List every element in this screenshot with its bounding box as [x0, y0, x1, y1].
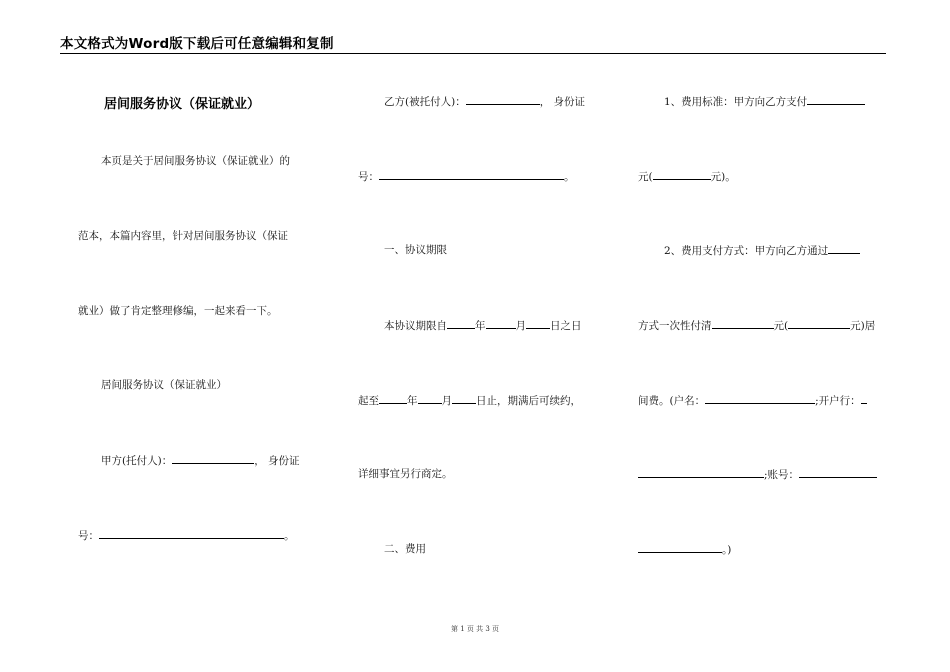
party-a-line [101, 453, 300, 468]
term-end-month-blank [418, 393, 442, 404]
party-b-id-line [358, 169, 575, 184]
fee-account-name-line [638, 393, 867, 408]
account-name-label: 间费。(户名： [638, 395, 706, 407]
fee-payment-line [638, 318, 875, 333]
fee-payment-yuan: 元( [773, 320, 789, 332]
account-name-blank [705, 393, 815, 404]
account-number-blank-cont [638, 542, 722, 553]
party-b-id-prefix: 号： [358, 171, 379, 183]
party-a-name-blank [172, 453, 254, 464]
party-a-id-label: ， 身份证 [254, 455, 300, 467]
fee-standard-line [664, 94, 865, 109]
fee-yuan-end: 元)。 [710, 171, 736, 183]
party-a-label: 甲方(托付人)： [101, 455, 173, 467]
party-b-line [384, 94, 585, 109]
term-day-unit: 日之日 [550, 320, 582, 332]
term-end-text: 日止，期满后可续约， [476, 395, 581, 407]
term-start-label: 本协议期限自 [384, 320, 447, 332]
term-end-day-blank [452, 393, 476, 404]
fee-method-line [664, 243, 860, 258]
term-year-unit: 年 [475, 320, 486, 332]
party-b-name-blank [466, 94, 540, 105]
intro-line-1: 本页是关于居间服务协议（保证就业）的 [101, 155, 290, 167]
fee-payment-label: 方式一次性付清 [638, 320, 712, 332]
term-month-unit: 月 [515, 320, 526, 332]
page-header [60, 34, 886, 54]
term-end-month-unit: 月 [441, 395, 452, 407]
bank-blank-start [861, 393, 867, 404]
term-line-2 [358, 393, 581, 408]
section-1-heading: 一、协议期限 [384, 244, 447, 256]
fee-amount-blank [807, 94, 865, 105]
term-start-year-blank [447, 318, 475, 329]
term-end-year-unit: 年 [407, 395, 418, 407]
party-a-id-end: 。 [284, 530, 295, 542]
fee-method-label: 2、费用支付方式：甲方向乙方通过 [664, 245, 829, 257]
agreement-subtitle: 居间服务协议（保证就业） [101, 379, 227, 391]
party-a-id-prefix: 号： [78, 530, 99, 542]
term-line-3: 详细事宜另行商定。 [358, 468, 453, 480]
fee-standard-label: 1、费用标准：甲方向乙方支付 [664, 96, 808, 108]
account-number-blank [799, 467, 877, 478]
term-end-label: 起至 [358, 395, 379, 407]
party-b-id-end: 。 [564, 171, 575, 183]
document-title: 居间服务协议（保证就业） [104, 97, 261, 112]
fee-account-number-line [638, 467, 877, 482]
term-start-month-blank [486, 318, 516, 329]
term-end-year-blank [379, 393, 407, 404]
intro-line-3: 就业）做了肯定整理修编，一起来看一下。 [78, 305, 278, 317]
party-b-id-label: ， 身份证 [539, 96, 586, 108]
page-footer: 第 1 页 共 3 页 [450, 625, 500, 633]
party-b-id-blank [379, 169, 564, 180]
party-b-label: 乙方(被托付人)： [384, 96, 466, 108]
party-a-id-line [78, 528, 295, 543]
intro-line-2: 范本，本篇内容里，针对居间服务协议（保证 [78, 230, 288, 242]
term-line-1 [384, 318, 582, 333]
fee-account-end-line [638, 542, 731, 557]
fee-account-end: 。) [722, 544, 732, 556]
section-2-heading: 二、费用 [384, 543, 426, 555]
term-start-day-blank [526, 318, 550, 329]
fee-amount-words-blank [653, 169, 711, 180]
account-number-label: ;账号： [764, 469, 800, 481]
bank-name-blank [638, 467, 764, 478]
fee-yuan-label: 元( [638, 171, 653, 183]
fee-payment-end: 元)居 [850, 320, 876, 332]
fee-method-blank [828, 243, 860, 254]
header-text: 本文格式为Word版下载后可任意编辑和复制 [60, 36, 334, 52]
fee-amount-line [638, 169, 736, 184]
party-a-id-blank [99, 528, 284, 539]
fee-payment-words-blank [788, 318, 850, 329]
bank-label: ;开户行： [815, 395, 861, 407]
fee-payment-amount-blank [712, 318, 774, 329]
